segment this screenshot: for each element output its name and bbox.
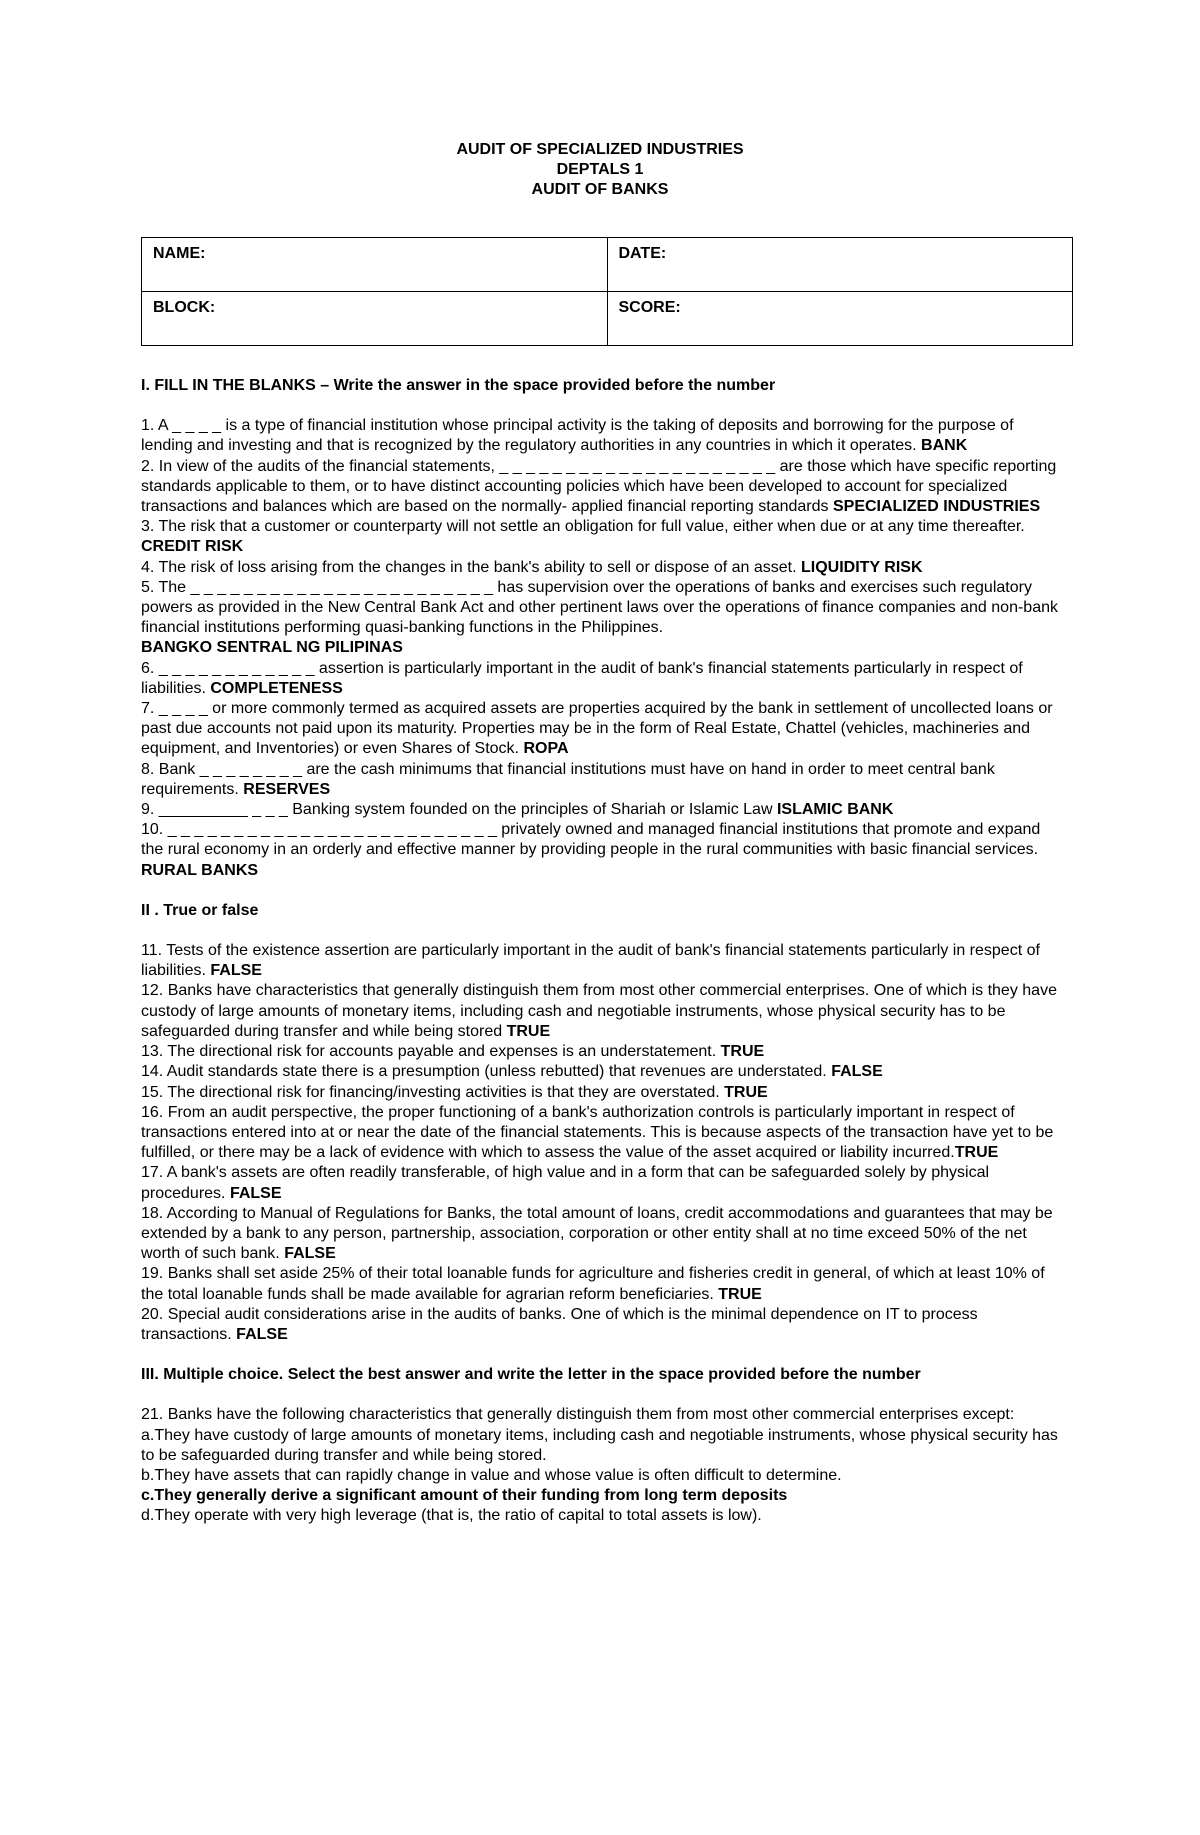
question-text: 14. Audit standards state there is a presumption (unless rebutted) that revenues are understated. bbox=[141, 1063, 827, 1081]
student-info-table bbox=[141, 237, 1073, 346]
answer-key: TRUE bbox=[506, 1022, 551, 1040]
block-field[interactable]: BLOCK: bbox=[142, 292, 608, 346]
question-item bbox=[141, 699, 1066, 760]
answer-key: TRUE bbox=[724, 1083, 768, 1101]
choice-d: d.They operate with very high leverage (that is, the ratio of capital to total assets is low). bbox=[141, 1507, 762, 1525]
answer-key: ISLAMIC BANK bbox=[776, 801, 894, 819]
question-item bbox=[141, 1062, 1066, 1082]
question-item bbox=[141, 820, 1066, 881]
question-text: 9. __________ _ _ _ Banking system founded on the principles of Shariah or Islamic Law bbox=[141, 801, 773, 819]
answer-key: RURAL BANKS bbox=[141, 861, 259, 879]
question-item bbox=[141, 457, 1066, 518]
question-text: 8. Bank _ _ _ _ _ _ _ _ are the cash minimums that financial institutions must have on hand in order to meet central bank requirements. bbox=[141, 760, 995, 798]
answer-key: FALSE bbox=[831, 1063, 883, 1081]
name-field[interactable]: NAME: bbox=[142, 238, 608, 292]
question-text: 3. The risk that a customer or counterparty will not settle an obligation for full value, either when due or at any time thereafter. bbox=[141, 518, 1025, 536]
question-text: 18. According to Manual of Regulations for Banks, the total amount of loans, credit accommodations and guarantees that may be extended by a bank to any person, partnership, association, corporation or other entity shall at no time exceed 50% of the net worth of such bank. bbox=[141, 1204, 1053, 1263]
question-item: 21. Banks have the following characteristics that generally distinguish them from most other commercial enterprises except: bbox=[141, 1406, 1015, 1424]
section-spacer bbox=[141, 881, 1066, 901]
answer-key: BANK bbox=[921, 437, 968, 455]
section1-items bbox=[141, 416, 1066, 881]
choice-a: a.They have custody of large amounts of monetary items, including cash and negotiable instruments, whose physical security has to be safeguarded during transfer and while being stored. bbox=[141, 1426, 1058, 1464]
answer-key: FALSE bbox=[210, 962, 262, 980]
question-item bbox=[141, 578, 1066, 659]
question-item bbox=[141, 760, 1066, 800]
question-item bbox=[141, 416, 1066, 456]
answer-key: FALSE bbox=[229, 1184, 282, 1202]
question-item bbox=[141, 1204, 1066, 1265]
question-text: 13. The directional risk for accounts payable and expenses is an understatement. bbox=[141, 1043, 717, 1061]
date-field[interactable]: DATE: bbox=[607, 238, 1073, 292]
question-item bbox=[141, 981, 1066, 1042]
header-title-line3: AUDIT OF BANKS bbox=[531, 181, 669, 198]
answer-key: CREDIT RISK bbox=[141, 538, 244, 556]
header-title-line2: DEPTALS 1 bbox=[556, 161, 644, 178]
question-text: 7. _ _ _ _ or more commonly termed as acquired assets are properties acquired by the bank in settlement of uncollected loans or past due accounts not paid upon its maturity. Properties may be in the form of Real Estate, Chattel (vehicles, machineries and equipment, and Inventories) or even Shares of Stock. bbox=[141, 700, 1053, 758]
question-text: 20. Special audit considerations arise in the audits of banks. One of which is the minimal dependence on IT to process transactions. bbox=[141, 1305, 978, 1343]
question-item bbox=[141, 1083, 1066, 1103]
answer-key: COMPLETENESS bbox=[210, 679, 343, 697]
answer-key: ROPA bbox=[523, 740, 569, 758]
question-text: 19. Banks shall set aside 25% of their total loanable funds for agriculture and fisheries credit in general, of which at least 10% of the total loanable funds shall be made available for agrarian reform beneficiaries. bbox=[141, 1265, 1045, 1303]
answer-key: BANGKO SENTRAL NG PILIPINAS bbox=[141, 639, 403, 657]
choice-b: b.They have assets that can rapidly change in value and whose value is often difficult to determine. bbox=[141, 1466, 842, 1484]
question-text: 2. In view of the audits of the financial statements, _ _ _ _ _ _ _ _ _ _ _ _ _ _ _ _ _ _ _ _ _ are those which have specific reporting standards applicable to them, or to have distinct accounting policies which have been developed to account for specialized transactions and balances which are based on the normally- applied financial reporting standards bbox=[141, 457, 1057, 516]
score-field[interactable]: SCORE: bbox=[607, 292, 1073, 346]
question-text: 4. The risk of loss arising from the changes in the bank's ability to sell or dispose of an asset. bbox=[141, 558, 797, 576]
answer-key: TRUE bbox=[718, 1285, 762, 1303]
question-text: 1. A _ _ _ _ is a type of financial institution whose principal activity is the taking of deposits and borrowing for the purpose of lending and investing and that is recognized by the regulatory authorities in any countries in which it operates. bbox=[141, 417, 1014, 455]
question-item bbox=[141, 1103, 1066, 1164]
question-item bbox=[141, 558, 1066, 578]
question-item bbox=[141, 800, 1066, 820]
answer-key: FALSE bbox=[284, 1245, 336, 1263]
question-text: 16. From an audit perspective, the proper functioning of a bank's authorization controls is particularly important in respect of transactions entered into at or near the date of the financial statements. This is because aspects of the transaction have yet to be fulfilled, or there may be a lack of evidence with which to assess the value of the asset acquired or liability incurred. bbox=[141, 1103, 1054, 1162]
answer-key: RESERVES bbox=[243, 780, 331, 798]
question-item bbox=[141, 1264, 1066, 1304]
header-title-line1: AUDIT OF SPECIALIZED INDUSTRIES bbox=[456, 141, 744, 158]
section3-heading: III. Multiple choice. Select the best answer and write the letter in the space provided before the number bbox=[141, 1366, 921, 1384]
question-item bbox=[141, 1163, 1066, 1203]
question-text: 6. _ _ _ _ _ _ _ _ _ _ _ _ assertion is particularly important in the audit of bank's financial statements particularly in respect of liabilities. bbox=[141, 659, 1023, 697]
question-item bbox=[141, 1305, 1066, 1345]
section2-heading: II . True or false bbox=[141, 901, 259, 919]
question-text: 17. A bank's assets are often readily transferable, of high value and in a form that can be safeguarded solely by physical procedures. bbox=[141, 1164, 990, 1202]
section3-items bbox=[141, 1405, 1066, 1526]
question-item bbox=[141, 1042, 1066, 1062]
question-item bbox=[141, 941, 1066, 981]
answer-key: LIQUIDITY RISK bbox=[801, 558, 923, 576]
choice-c-correct: c.They generally derive a significant amount of their funding from long term deposits bbox=[141, 1487, 788, 1505]
question-text: 10. _ _ _ _ _ _ _ _ _ _ _ _ _ _ _ _ _ _ _ _ _ _ _ _ _ privately owned and managed financial institutions that promote and expand the rural economy in an orderly and effective manner by providing people in the rural communities with basic financial services. bbox=[141, 821, 1041, 859]
answer-key: TRUE bbox=[720, 1043, 765, 1061]
section2-items bbox=[141, 941, 1066, 1345]
question-text: 11. Tests of the existence assertion are particularly important in the audit of bank's financial statements particularly in respect of liabilities. bbox=[141, 942, 1040, 980]
question-text: 12. Banks have characteristics that generally distinguish them from most other commercial enterprises. One of which is they have custody of large amounts of monetary items, including cash and negotiable instruments, whose physical security has to be safeguarded during transfer and while being stored bbox=[141, 982, 1057, 1040]
document-body bbox=[141, 376, 1066, 1527]
answer-key: FALSE bbox=[236, 1325, 288, 1343]
question-item bbox=[141, 659, 1066, 699]
document-header bbox=[0, 140, 1200, 200]
answer-key: TRUE bbox=[954, 1144, 999, 1162]
question-item bbox=[141, 517, 1066, 557]
question-text: 15. The directional risk for financing/investing activities is that they are overstated. bbox=[141, 1083, 720, 1101]
section1-heading: I. FILL IN THE BLANKS – Write the answer in the space provided before the number bbox=[141, 377, 776, 394]
question-text: 5. The _ _ _ _ _ _ _ _ _ _ _ _ _ _ _ _ _ _ _ _ _ _ _ has supervision over the operations of banks and exercises such regulatory powers as provided in the New Central Bank Act and other pertinent laws over the operations of finance companies and non-bank financial institutions performing quasi-banking functions in the Philippines. bbox=[141, 578, 1058, 637]
section-spacer bbox=[141, 1345, 1066, 1365]
answer-key: SPECIALIZED INDUSTRIES bbox=[832, 498, 1041, 516]
